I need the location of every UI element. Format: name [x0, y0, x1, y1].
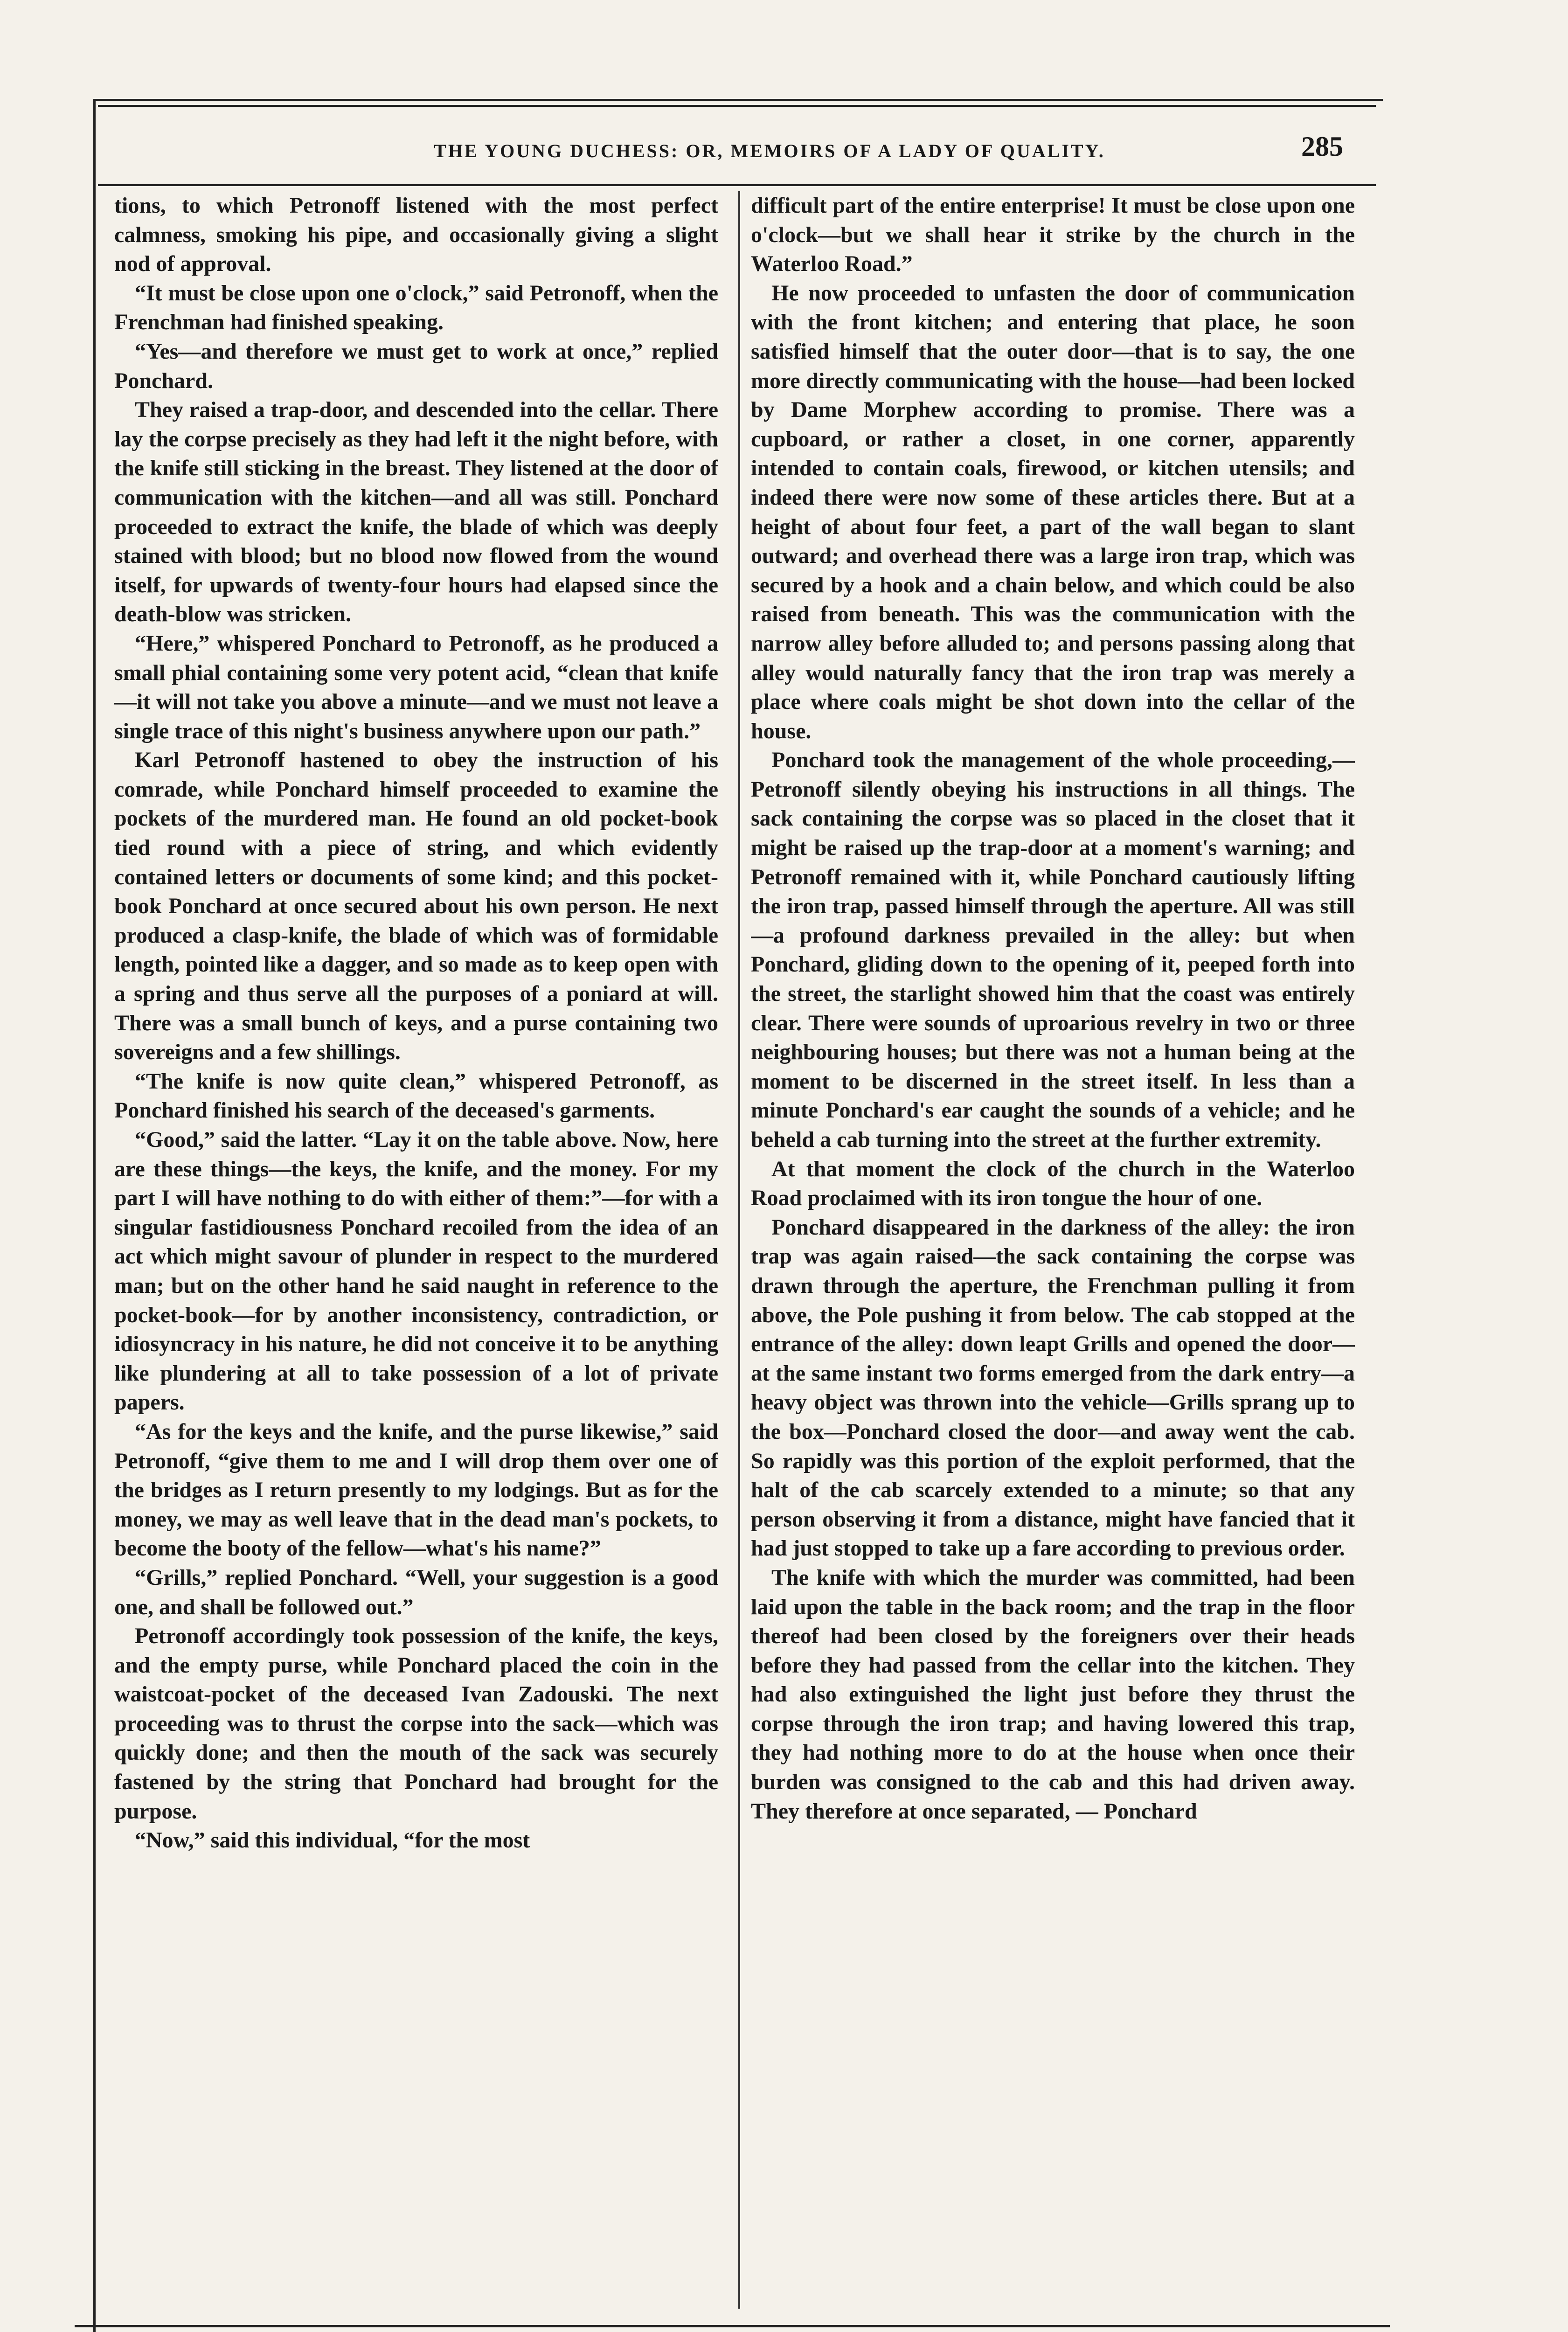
paragraph: At that moment the clock of the church in the Waterloo Road proclaimed with its iron tongue the hour of one. — [751, 1156, 1355, 1211]
left-column — [114, 191, 718, 2309]
paragraph: Ponchard took the management of the whole proceeding,—Petronoff silently obeying his instructions in all things. The sack containing the corpse was so placed in the closet that it might be raised up the trap-door at a moment's warning; and Petronoff remained with it, while Ponchard cautiously lifting the iron trap, passed himself through the aperture. All was still—a profound darkness prevailed in the alley: but when Ponchard, gliding down to the opening of it, peeped forth into the street, the starlight showed him that the coast was entirely clear. There were sounds of uproarious revelry in two or three neighbouring houses; but there was not a human being at the moment to be discerned in the street itself. In less than a minute Ponchard's ear caught the sounds of a vehicle; and he beheld a cab turning into the street at the further extremity. — [751, 748, 1355, 1152]
paragraph: difficult part of the entire enterprise! It must be close upon one o'clock—but we shall hear it strike by the church in the Waterloo Road.” — [751, 193, 1355, 277]
paragraph: “Good,” said the latter. “Lay it on the table above. Now, here are these things—the keys, the knife, and the money. For my part I will have nothing to do with either of them:”—for with a singular fastidiousness Ponchard recoiled from the idea of an act which might savour of plunder in respect to the murdered man; but on the other hand he said naught in reference to the pocket-book—for by another inconsistency, contradiction, or idiosyncracy in his nature, he did not conceive it to be anything like plundering at all to take possession of a lot of private papers. — [114, 1127, 718, 1415]
paragraph: The knife with which the murder was committed, had been laid upon the table in the back room; and the trap in the floor thereof had been closed by the foreigners over their heads before they had passed from the cellar into the kitchen. They had also extinguished the light just before they thrust the corpse through the iron trap; and having lowered this trap, they had nothing more to do at the house when once their burden was consigned to the cab and this had driven away. They therefore at once separated, — Ponchard — [751, 1565, 1355, 1824]
header-rule-top — [98, 105, 1376, 107]
bottom-rule — [75, 2325, 1390, 2327]
paragraph: They raised a trap-door, and descended into the cellar. There lay the corpse precisely as they had left it the night before, with the knife still sticking in the breast. They listened at the door of communication with the kitchen—and all was still. Ponchard proceeded to extract the knife, the blade of which was deeply stained with blood; but no blood now flowed from the wound itself, for upwards of twenty-four hours had elapsed since the death-blow was stricken. — [114, 397, 718, 627]
paragraph: “Here,” whispered Ponchard to Petronoff, as he produced a small phial containing some very potent acid, “clean that knife—it will not take you above a minute—and we must not leave a single trace of this night's business anywhere upon our path.” — [114, 631, 718, 743]
paragraph: “Grills,” replied Ponchard. “Well, your suggestion is a good one, and shall be followed out.” — [114, 1565, 718, 1619]
paragraph: Karl Petronoff hastened to obey the instruction of his comrade, while Ponchard himself proceeded to examine the pockets of the murdered man. He found an old pocket-book tied round with a piece of string, and which evidently contained letters or documents of some kind; and this pocket-book Ponchard at once secured about his own person. He next produced a clasp-knife, the blade of which was of formidable length, pointed like a dagger, and so made as to keep open with a spring and thus serve all the purposes of a poniard at will. There was a small bunch of keys, and a purse containing two sovereigns and a few shillings. — [114, 748, 718, 1065]
paragraph: Ponchard disappeared in the darkness of the alley: the iron trap was again raised—the sack containing the corpse was drawn through the aperture, the Frenchman pulling it from above, the Pole pushing it from below. The cab stopped at the entrance of the alley: down leapt Grills and opened the door—at the same instant two forms emerged from the dark entry—a heavy object was thrown into the vehicle—Grills sprang up to the box—Ponchard closed the door—and away went the cab. So rapidly was this portion of the exploit performed, that the halt of the cab scarcely extended to a minute; so that any person observing it from a distance, might have fancied that it had just stopped to take up a fare according to previous order. — [751, 1215, 1355, 1561]
header-rule-bottom — [98, 184, 1376, 186]
paragraph: He now proceeded to unfasten the door of communication with the front kitchen; and entering that place, he soon satisfied himself that the outer door—that is to say, the one more directly communicating with the house—had been locked by Dame Morphew according to promise. There was a cupboard, or rather a closet, in one corner, apparently intended to contain coals, firewood, or kitchen utensils; and indeed there were now some of these articles there. But at a height of about four feet, a part of the wall began to slant outward; and overhead there was a large iron trap, which was secured by a hook and a chain below, and which could be also raised from beneath. This was the communication with the narrow alley before alluded to; and persons passing along that alley would naturally fancy that the iron trap was merely a place where coals might be shot down into the cellar of the house. — [751, 280, 1355, 743]
paragraph: “Yes—and therefore we must get to work at once,” replied Ponchard. — [114, 339, 718, 393]
paragraph: “It must be close upon one o'clock,” said Petronoff, when the Frenchman had finished speaking. — [114, 280, 718, 335]
paragraph: Petronoff accordingly took possession of the knife, the keys, and the empty purse, while Ponchard placed the coin in the waistcoat-pocket of the deceased Ivan Zadouski. The next proceeding was to thrust the corpse into the sack—which was quickly done; and then the mouth of the sack was securely fastened by the string that Ponchard had brought for the purpose. — [114, 1624, 718, 1824]
running-head: THE YOUNG DUCHESS: OR, MEMOIRS OF A LADY OF QUALITY. — [434, 140, 1105, 161]
page-number: 285 — [1301, 131, 1343, 162]
paragraph: tions, to which Petronoff listened with the most perfect calmness, smoking his pipe, and occasionally giving a slight nod of approval. — [114, 193, 718, 277]
paragraph: “As for the keys and the knife, and the purse likewise,” said Petronoff, “give them to me and I will drop them over one of the bridges as I return presently to my lodgings. But as for the money, we may as well leave that in the dead man's pockets, to become the booty of the fellow—what's his name?” — [114, 1419, 718, 1561]
paragraph: “Now,” said this individual, “for the most — [135, 1828, 530, 1853]
column-divider — [738, 191, 740, 2309]
right-column — [751, 191, 1355, 2309]
paragraph: “The knife is now quite clean,” whispered Petronoff, as Ponchard finished his search of the deceased's garments. — [114, 1069, 718, 1123]
